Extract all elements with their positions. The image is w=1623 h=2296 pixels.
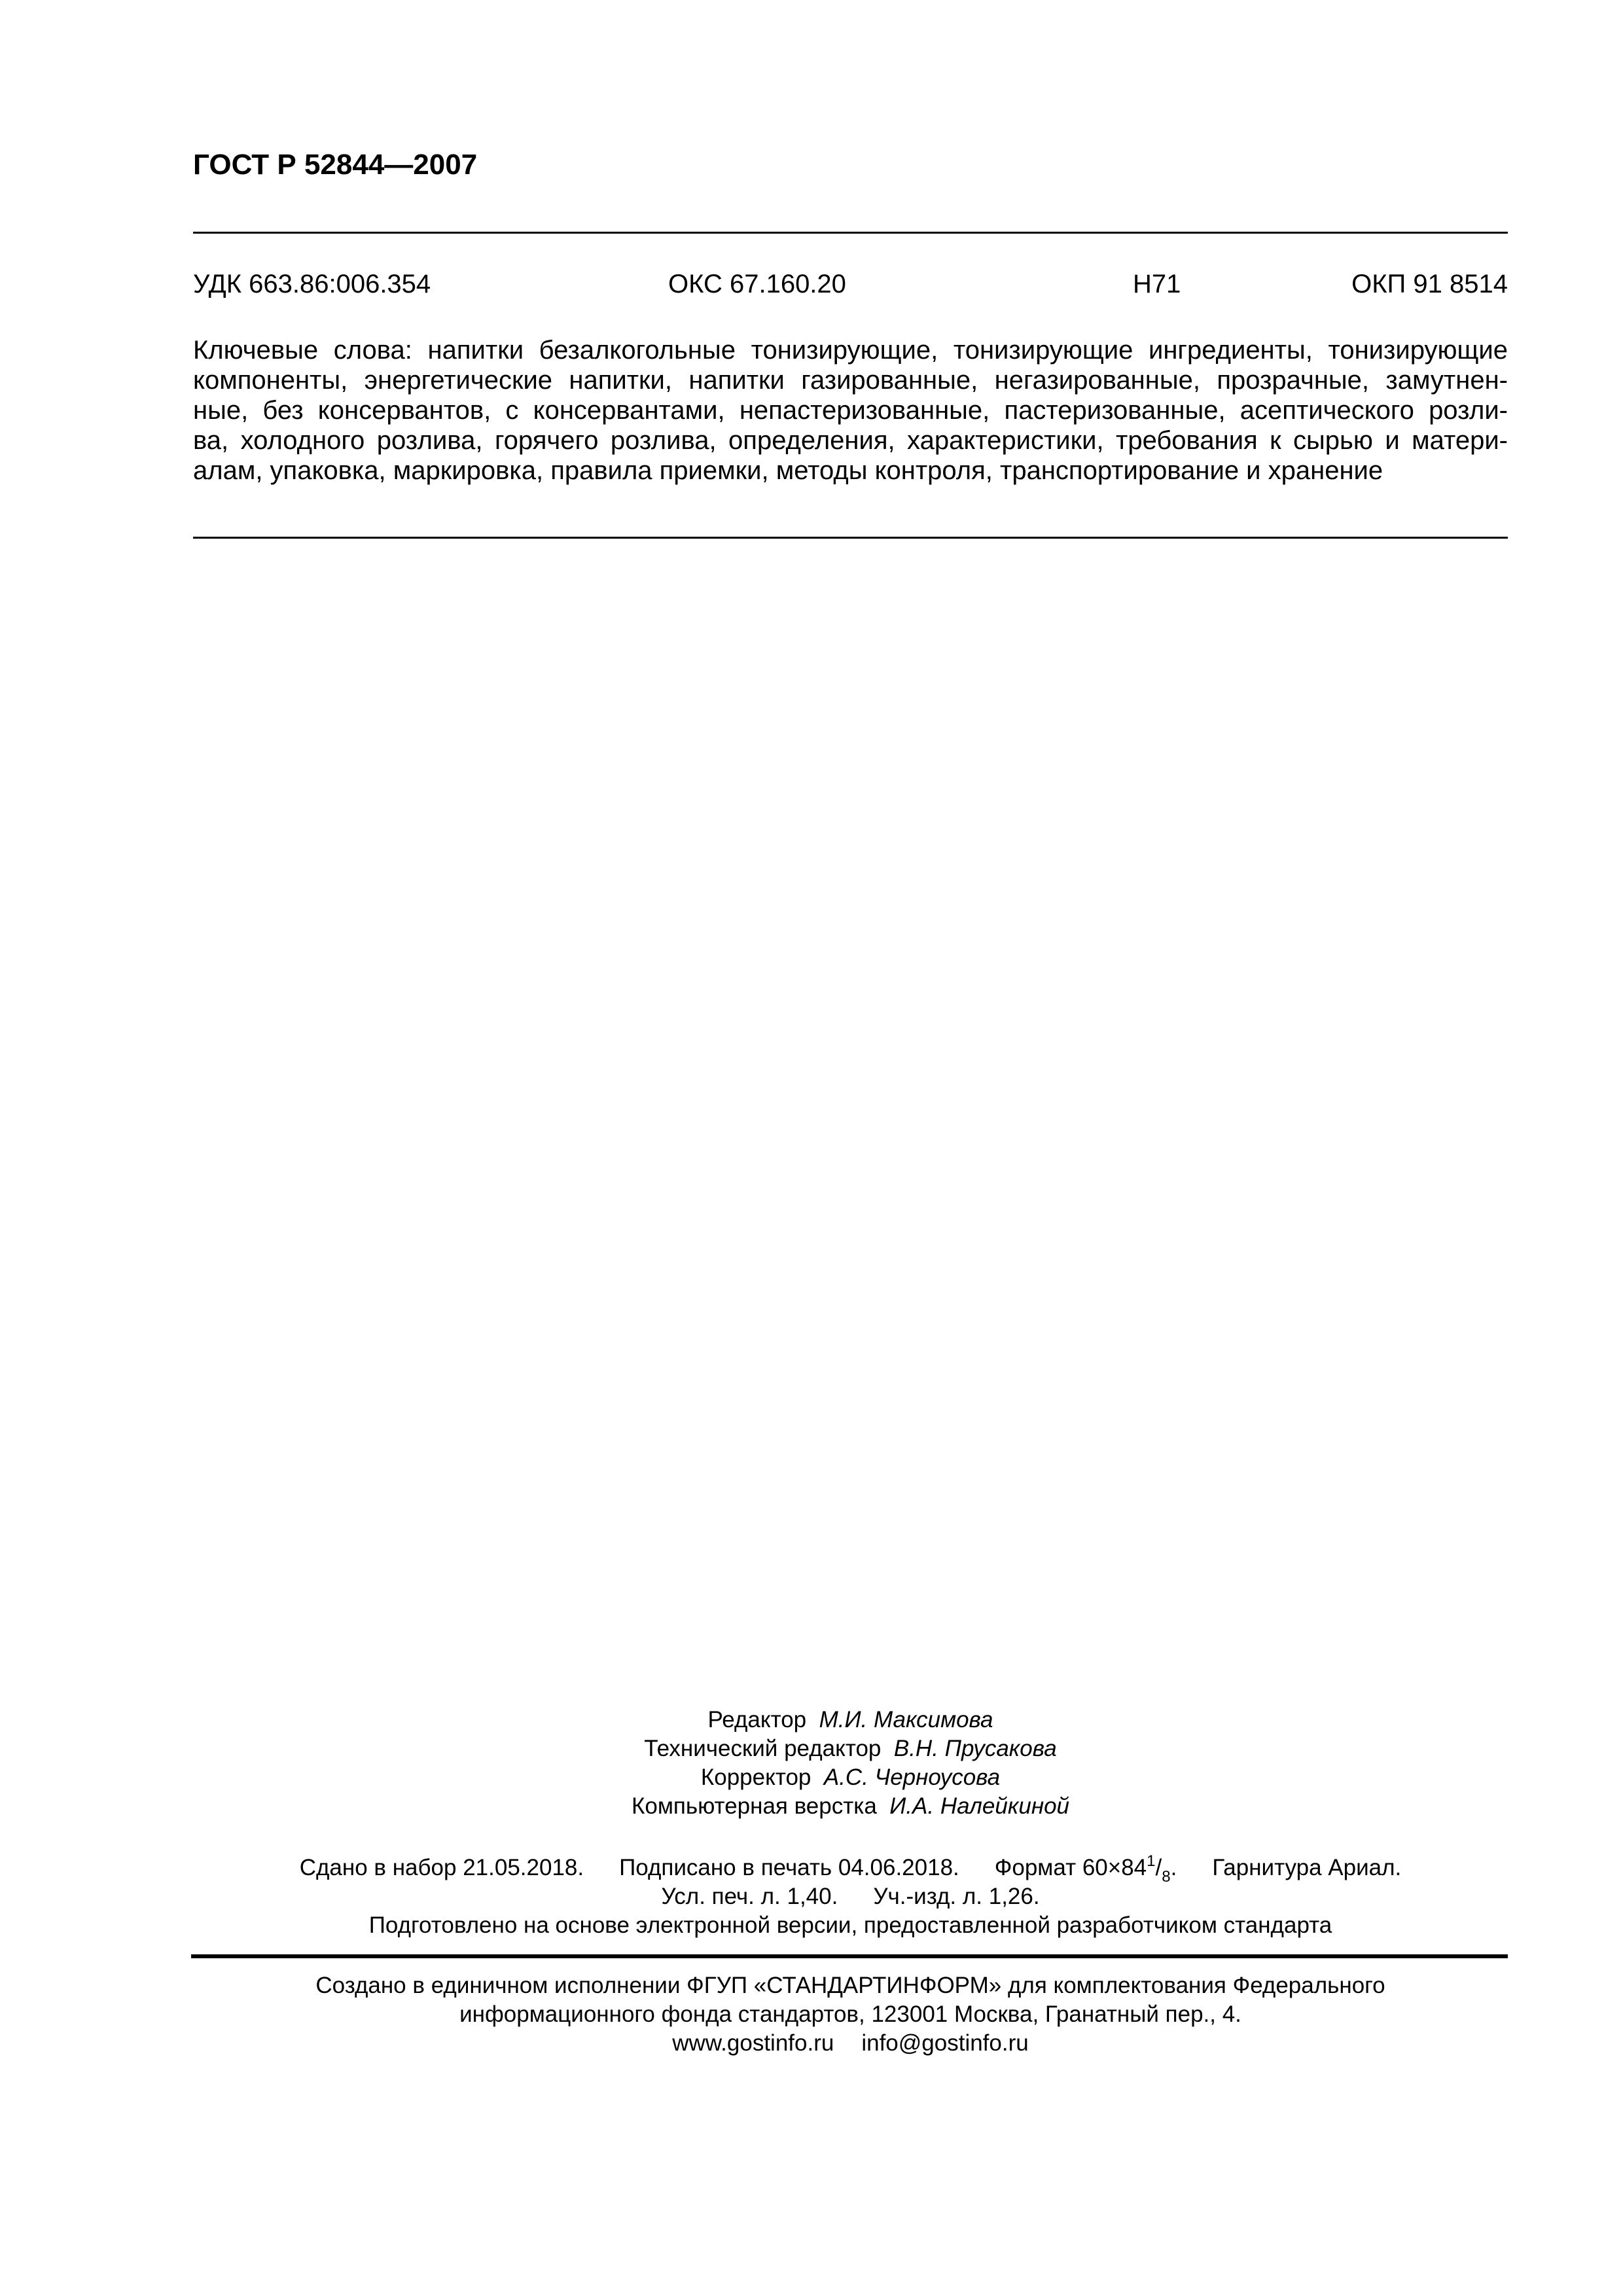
signed-date: Подписано в печать 04.06.2018. — [619, 1855, 959, 1880]
publisher-line-1: Создано в единичном исполнении ФГУП «СТАНДАРТИНФОРМ» для комплектования Федерального — [315, 1973, 1385, 1998]
keywords-line: алам, упаковка, маркировка, правила приемки, методы контроля, транспортирование и хранение — [193, 456, 1383, 485]
publisher-contacts — [193, 2029, 1508, 2058]
group-code: Н71 — [1133, 270, 1181, 298]
prepared-note: Подготовлено на основе электронной версии, предоставленной разработчиком стандарта — [368, 1912, 1332, 1938]
keywords-paragraph — [193, 335, 1508, 486]
staff-role: Редактор — [707, 1707, 807, 1732]
staff-role: Компьютерная верстка — [631, 1793, 877, 1819]
website-link[interactable]: www.gostinfo.ru — [672, 2030, 834, 2056]
staff-row-editor — [193, 1706, 1508, 1734]
staff-name: И.А. Налейкиной — [889, 1793, 1070, 1819]
print-info — [193, 1854, 1508, 1940]
staff-role: Корректор — [700, 1765, 812, 1790]
print-info-line-1 — [193, 1852, 1508, 1886]
staff-role: Технический редактор — [644, 1736, 882, 1761]
print-sheets: Усл. печ. л. 1,40. — [661, 1884, 838, 1909]
top-divider — [193, 232, 1508, 234]
keywords-divider — [193, 537, 1508, 539]
typeface: Гарнитура Ариал. — [1212, 1855, 1402, 1880]
keywords-line: Ключевые слова: напитки безалкогольные тонизирующие, тонизирующие ингредиенты, тонизирующие — [193, 336, 1508, 365]
publisher-line-2: информационного фонда стандартов, 123001 Москва, Гранатный пер., 4. — [459, 2001, 1241, 2027]
email-link[interactable]: info@gostinfo.ru — [861, 2030, 1029, 2056]
staff-name: В.Н. Прусакова — [893, 1736, 1057, 1761]
staff-row-proofreader — [193, 1763, 1508, 1792]
paper-format: Формат $60\times 84^1/_8$. — [994, 1852, 1177, 1886]
staff-name: М.И. Максимова — [819, 1707, 993, 1732]
udk-code: УДК 663.86:006.354 — [193, 270, 431, 298]
document-code: ГОСТ Р 52844—2007 — [193, 149, 478, 181]
staff-row-layout — [193, 1792, 1508, 1821]
keywords-line: компоненты, энергетические напитки, напитки газированные, негазированные, прозрачные, замутнен- — [193, 366, 1508, 395]
submitted-date: Сдано в набор 21.05.2018. — [299, 1855, 584, 1880]
print-info-line-2 — [193, 1882, 1508, 1911]
publisher-info — [193, 1971, 1508, 2058]
keywords-line: ные, без консервантов, с консервантами, непастеризованные, пастеризованные, асептического розли- — [193, 396, 1508, 425]
staff-credits — [193, 1706, 1508, 1821]
staff-name: А.С. Черноусова — [823, 1765, 1001, 1790]
staff-row-tech-editor — [193, 1734, 1508, 1763]
okp-code: ОКП 91 8514 — [1351, 270, 1508, 298]
oks-code: ОКС 67.160.20 — [668, 270, 846, 298]
bottom-divider — [191, 1954, 1508, 1958]
classification-row — [193, 268, 1508, 300]
keywords-line: ва, холодного розлива, горячего розлива, определения, характеристики, требования к сырью и матери- — [193, 426, 1508, 455]
publisher-sheets: Уч.-изд. л. 1,26. — [873, 1884, 1040, 1909]
